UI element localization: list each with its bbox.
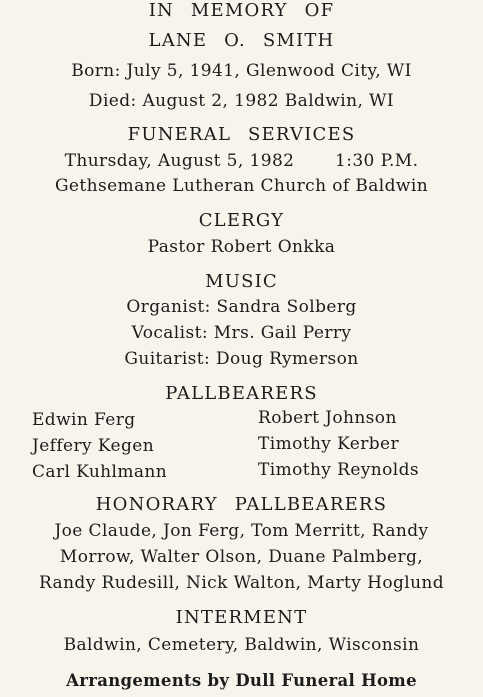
pallbearer-name: Robert Johnson: [258, 408, 397, 428]
deceased-name: LANE O. SMITH: [148, 30, 335, 51]
services-heading: FUNERAL SERVICES: [127, 124, 356, 145]
pallbearer-name: Jeffery Kegen: [32, 436, 155, 456]
memory-title: IN MEMORY OF: [148, 0, 335, 21]
death-info: Died: August 2, 1982 Baldwin, WI: [88, 91, 395, 111]
pallbearers-heading: PALLBEARERS: [165, 383, 318, 404]
pallbearer-name: Timothy Kerber: [258, 434, 400, 454]
music-vocalist: Vocalist: Mrs. Gail Perry: [131, 323, 352, 343]
arrangements-footer: Arrangements by Dull Funeral Home: [66, 671, 417, 690]
music-organist: Organist: Sandra Solberg: [126, 297, 357, 317]
clergy-heading: CLERGY: [198, 210, 285, 231]
pallbearer-name: Carl Kuhlmann: [32, 462, 168, 482]
honorary-line: Joe Claude, Jon Ferg, Tom Merritt, Randy: [54, 521, 429, 541]
honorary-line: Morrow, Walter Olson, Duane Palmberg,: [59, 547, 424, 567]
birth-info: Born: July 5, 1941, Glenwood City, WI: [71, 61, 412, 81]
services-date-time: Thursday, August 5, 1982 1:30 P.M.: [64, 151, 419, 171]
interment-place: Baldwin, Cemetery, Baldwin, Wisconsin: [63, 635, 420, 655]
interment-heading: INTERMENT: [175, 607, 308, 628]
honorary-line: Randy Rudesill, Nick Walton, Marty Hoglund: [38, 573, 445, 593]
pallbearer-name: Edwin Ferg: [32, 410, 136, 430]
services-church: Gethsemane Lutheran Church of Baldwin: [54, 176, 429, 196]
honorary-heading: HONORARY PALLBEARERS: [95, 494, 388, 515]
music-heading: MUSIC: [205, 271, 278, 292]
pallbearer-name: Timothy Reynolds: [258, 460, 420, 480]
clergy-name: Pastor Robert Onkka: [147, 237, 336, 257]
music-guitarist: Guitarist: Doug Rymerson: [124, 349, 359, 369]
